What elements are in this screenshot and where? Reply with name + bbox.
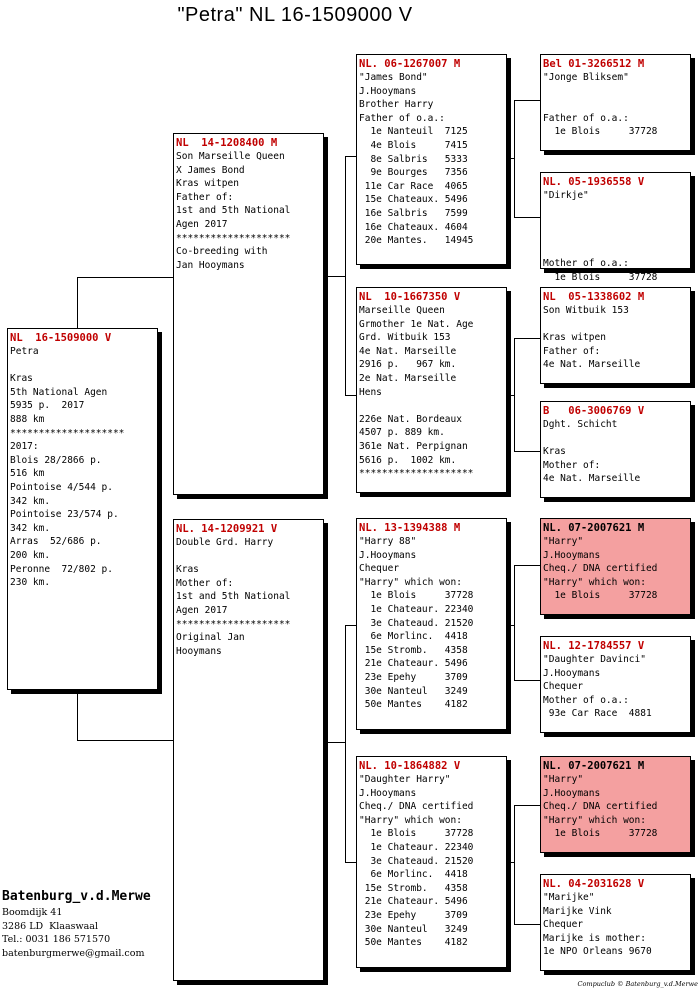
pigeon-info-line: 1e Chateaur. 22340 — [359, 841, 474, 853]
pigeon-info-line: J.Hooymans — [543, 787, 601, 799]
ring-number: NL 16-1509000 V — [10, 332, 112, 344]
pigeon-info-line: Mother of: — [176, 577, 234, 589]
connector-line — [77, 277, 174, 278]
pigeon-info-line: J.Hooymans — [543, 667, 601, 679]
page-title: "Petra" NL 16-1509000 V — [177, 4, 413, 26]
pigeon-info-line: Kras — [10, 373, 33, 385]
pigeon-info-line: Marijke is mother: — [543, 932, 646, 944]
ring-number: NL. 14-1209921 V — [176, 523, 278, 535]
pigeon-info-line: ******************** — [10, 427, 125, 439]
pigeon-info-line — [543, 318, 688, 332]
connector-line — [328, 742, 345, 743]
pigeon-info-line: "Harry" which won: — [359, 576, 462, 588]
pigeon-info-line: 1e Blois 37728 — [543, 271, 658, 283]
copyright-note: Compuclub © Batenburg_v.d.Merwe — [577, 980, 698, 988]
pigeon-info-line: 5935 p. 2017 — [10, 400, 85, 412]
pigeon-info-line: "Harry" which won: — [543, 576, 646, 588]
pigeon-card-sire-sire — [356, 54, 507, 265]
pigeon-info-line: 226e Nat. Bordeaux — [359, 413, 462, 425]
pigeon-card-sire — [173, 133, 324, 495]
pigeon-info-line — [543, 85, 688, 99]
pigeon-info-line: Hooymans — [176, 645, 222, 657]
ring-number: NL 05-1338602 M — [543, 291, 645, 303]
pigeon-info-line: Kras witpen — [543, 332, 606, 344]
ring-number: NL. 06-1267007 M — [359, 58, 461, 70]
pigeon-info-line: Mother of: — [543, 459, 601, 471]
pigeon-info-line: 93e Car Race 4881 — [543, 708, 652, 720]
connector-line — [508, 395, 515, 396]
pigeon-info-line: 200 km. — [10, 549, 51, 561]
connector-line — [514, 100, 515, 218]
pigeon-info-line: 1st and 5th National — [176, 205, 291, 217]
pigeon-info-line: Son Witbuik 153 — [543, 305, 629, 316]
ring-number: B 06-3006769 V — [543, 405, 645, 417]
pigeon-info-line: Father of o.a.: — [543, 112, 629, 124]
pigeon-info-line: Cheq./ DNA certified — [359, 801, 474, 813]
connector-line — [77, 740, 174, 741]
pigeon-info-line: Agen 2017 — [176, 218, 228, 230]
connector-line — [514, 217, 541, 218]
pigeon-info-line: Grmother 1e Nat. Age — [359, 318, 474, 330]
pigeon-card-dam — [173, 519, 324, 981]
pigeon-info-line: 4e Nat. Marseille — [543, 473, 641, 485]
pigeon-info-line: 23e Epehy 3709 — [359, 909, 468, 921]
pigeon-card-sire-dam-sire — [540, 287, 691, 384]
pigeon-info-line: 1e NPO Orleans 9670 — [543, 946, 652, 958]
pigeon-info-line: Kras — [176, 564, 199, 576]
pigeon-info-line: 4e Nat. Marseille — [359, 345, 457, 357]
pigeon-info-line: "Dirkje" — [543, 190, 589, 201]
pigeon-info-line: 2017: — [10, 441, 39, 453]
ring-number: NL. 07-2007621 M — [543, 760, 645, 772]
connector-line — [77, 277, 78, 329]
connector-line — [514, 565, 541, 566]
pigeon-card-dam-sire-sire — [540, 518, 691, 615]
pigeon-info-line: Brother Harry — [359, 99, 434, 111]
pigeon-info-line — [543, 432, 688, 446]
pigeon-info-line: Jan Hooymans — [176, 259, 245, 271]
ring-number: NL. 07-2007621 M — [543, 522, 645, 534]
ring-number: NL. 10-1864882 V — [359, 760, 461, 772]
pigeon-card-dam-dam — [356, 756, 507, 968]
connector-line — [328, 276, 345, 277]
ring-number: NL. 13-1394388 M — [359, 522, 461, 534]
pigeon-info-line: J.Hooymans — [359, 787, 417, 799]
pigeon-info-line: ******************** — [359, 468, 474, 480]
connector-line — [508, 625, 515, 626]
pigeon-info-line: "Harry" which won: — [359, 814, 462, 826]
ring-number: NL. 12-1784557 V — [543, 640, 645, 652]
ring-number: Bel 01-3266512 M — [543, 58, 645, 70]
pigeon-info-line: 342 km. — [10, 495, 51, 507]
breeder-email: batenburgmerwe@gmail.com — [2, 947, 145, 959]
connector-line — [345, 156, 346, 396]
breeder-name: Batenburg_v.d.Merwe — [2, 889, 151, 904]
pigeon-info-line: 2e Nat. Marseille — [359, 372, 457, 384]
pigeon-info-line: J.Hooymans — [359, 549, 417, 561]
pigeon-card-sire-dam — [356, 287, 507, 493]
pigeon-info-line: 21e Chateaur. 5496 — [359, 896, 468, 908]
pigeon-info-line: J.Hooymans — [359, 85, 417, 97]
pigeon-info-line: 342 km. — [10, 522, 51, 534]
ring-number: NL. 05-1936558 V — [543, 176, 645, 188]
pigeon-info-line: Chequer — [359, 563, 400, 575]
pigeon-info-line: 16e Chateaux. 4604 — [359, 221, 468, 233]
pigeon-info-line — [10, 359, 155, 373]
pigeon-info-line: Cheq./ DNA certified — [543, 563, 658, 575]
pigeon-info-line: "Daughter Davinci" — [543, 654, 646, 665]
pigeon-info-line: Agen 2017 — [176, 604, 228, 616]
pigeon-card-dam-dam-dam — [540, 874, 691, 971]
connector-line — [514, 805, 541, 806]
pigeon-info-line: Chequer — [543, 681, 584, 693]
pigeon-info-line — [543, 243, 688, 257]
pigeon-info-line: 230 km. — [10, 577, 51, 589]
pigeon-info-line — [543, 216, 688, 230]
pigeon-info-line: 15e Stromb. 4358 — [359, 644, 468, 656]
pigeon-info-line — [359, 399, 504, 413]
pigeon-info-line: "Harry" — [543, 536, 584, 547]
pigeon-info-line: X James Bond — [176, 164, 245, 176]
pigeon-info-line: 3e Chateaud. 21520 — [359, 855, 474, 867]
connector-line — [514, 565, 515, 681]
pigeon-info-line: 50e Mantes 4182 — [359, 937, 468, 949]
pigeon-info-line: ******************** — [176, 618, 291, 630]
pigeon-info-line: "Harry 88" — [359, 536, 417, 547]
pigeon-info-line: 30e Nanteul 3249 — [359, 923, 468, 935]
pigeon-info-line: "Marijke" — [543, 892, 595, 903]
pigeon-info-line: 1e Nanteuil 7125 — [359, 126, 468, 138]
pigeon-info-line: 1e Blois 37728 — [543, 590, 658, 602]
pigeon-info-line: ******************** — [176, 232, 291, 244]
pigeon-info-line: Double Grd. Harry — [176, 537, 274, 548]
pigeon-info-line: Peronne 72/802 p. — [10, 563, 113, 575]
connector-line — [514, 100, 541, 101]
pigeon-info-line: 516 km — [10, 468, 45, 480]
pigeon-info-line: 4e Nat. Marseille — [543, 359, 641, 371]
pigeon-info-line: Hens — [359, 386, 382, 398]
pigeon-info-line: 1e Blois 37728 — [543, 126, 658, 138]
pigeon-info-line: 1e Blois 37728 — [543, 828, 658, 840]
pigeon-info-line: Father of: — [543, 345, 601, 357]
pigeon-info-line: Arras 52/686 p. — [10, 536, 102, 548]
pigeon-info-line: Co-breeding with — [176, 246, 268, 258]
breeder-phone: Tel.: 0031 186 571570 — [2, 934, 111, 946]
pigeon-info-line: "Harry" which won: — [543, 814, 646, 826]
pigeon-info-line: 1st and 5th National — [176, 591, 291, 603]
pigeon-info-line: 1e Chateaur. 22340 — [359, 603, 474, 615]
pigeon-info-line: 361e Nat. Perpignan — [359, 440, 468, 452]
pigeon-info-line: Petra — [10, 346, 39, 357]
pigeon-info-line: Pointoise 4/544 p. — [10, 481, 113, 493]
ring-number: NL 10-1667350 V — [359, 291, 461, 303]
ring-number: NL. 04-2031628 V — [543, 878, 645, 890]
pigeon-info-line: J.Hooymans — [543, 549, 601, 561]
pigeon-info-line: 23e Epehy 3709 — [359, 671, 468, 683]
pigeon-info-line: Mother of o.a.: — [543, 694, 629, 706]
pigeon-info-line: Marijke Vink — [543, 905, 612, 917]
pigeon-info-line: 2916 p. 967 km. — [359, 359, 457, 371]
pigeon-info-line: "Harry" — [543, 774, 584, 785]
pigeon-info-line: 50e Mantes 4182 — [359, 699, 468, 711]
pigeon-info-line: 6e Morlinc. 4418 — [359, 631, 468, 643]
pigeon-info-line: 11e Car Race 4065 — [359, 180, 468, 192]
pigeon-info-line: Kras — [543, 446, 566, 458]
pigeon-info-line: Father of o.a.: — [359, 112, 445, 124]
pigeon-info-line: 15e Chateaux. 5496 — [359, 194, 468, 206]
breeder-info — [2, 888, 151, 960]
pigeon-info-line — [543, 98, 688, 112]
pigeon-info-line: 888 km — [10, 413, 45, 425]
pigeon-info-line: 8e Salbris 5333 — [359, 153, 468, 165]
pigeon-card-sire-sire-sire — [540, 54, 691, 151]
pigeon-info-line: Kras witpen — [176, 178, 239, 190]
connector-line — [514, 338, 541, 339]
connector-line — [514, 924, 541, 925]
pigeon-info-line: 30e Nanteul 3249 — [359, 685, 468, 697]
pigeon-info-line: Blois 28/2866 p. — [10, 454, 102, 466]
pigeon-card-dam-dam-sire — [540, 756, 691, 853]
breeder-address-line: Boomdijk 41 — [2, 907, 63, 918]
pigeon-info-line: 4e Blois 7415 — [359, 139, 468, 151]
pigeon-info-line: 1e Blois 37728 — [359, 828, 474, 840]
pigeon-info-line: Marseille Queen — [359, 305, 445, 316]
pigeon-info-line: Cheq./ DNA certified — [543, 801, 658, 813]
pigeon-info-line — [176, 550, 321, 564]
pigeon-info-line — [543, 203, 688, 217]
connector-line — [345, 625, 346, 863]
pigeon-info-line: Original Jan — [176, 632, 245, 644]
pigeon-info-line: "Daughter Harry" — [359, 774, 451, 785]
pigeon-info-line: 3e Chateaud. 21520 — [359, 617, 474, 629]
pigeon-card-sire-sire-dam — [540, 172, 691, 283]
pigeon-info-line: 20e Mantes. 14945 — [359, 235, 474, 247]
connector-line — [77, 689, 78, 741]
pigeon-card-dam-sire — [356, 518, 507, 730]
connector-line — [514, 451, 541, 452]
pigeon-card-subject — [7, 328, 158, 690]
pigeon-info-line: Dght. Schicht — [543, 419, 618, 430]
pigeon-info-line: 5616 p. 1002 km. — [359, 454, 457, 466]
pigeon-info-line: 6e Morlinc. 4418 — [359, 869, 468, 881]
connector-line — [508, 158, 515, 159]
pigeon-info-line: Father of: — [176, 191, 234, 203]
connector-line — [514, 805, 515, 925]
pigeon-info-line: Son Marseille Queen — [176, 151, 285, 162]
pigeon-info-line: 15e Stromb. 4358 — [359, 882, 468, 894]
pigeon-info-line: 16e Salbris 7599 — [359, 207, 468, 219]
pigeon-info-line: 5th National Agen — [10, 386, 108, 398]
pigeon-info-line: Mother of o.a.: — [543, 257, 629, 269]
pigeon-info-line: "James Bond" — [359, 72, 428, 83]
pigeon-info-line: 1e Blois 37728 — [359, 590, 474, 602]
pigeon-card-sire-dam-dam — [540, 401, 691, 498]
pigeon-info-line: 9e Bourges 7356 — [359, 167, 468, 179]
pigeon-info-line: Chequer — [543, 919, 584, 931]
pigeon-info-line: Grd. Witbuik 153 — [359, 332, 451, 344]
connector-line — [514, 680, 541, 681]
connector-line — [508, 862, 515, 863]
pigeon-info-line — [543, 230, 688, 244]
ring-number: NL 14-1208400 M — [176, 137, 278, 149]
pigeon-info-line: 21e Chateaur. 5496 — [359, 658, 468, 670]
pigeon-card-dam-sire-dam — [540, 636, 691, 733]
pigeon-info-line: Pointoise 23/574 p. — [10, 509, 119, 521]
pigeon-info-line: "Jonge Bliksem" — [543, 72, 629, 83]
pigeon-info-line: 4507 p. 889 km. — [359, 427, 445, 439]
breeder-address-line: 3286 LD Klaaswaal — [2, 920, 98, 932]
